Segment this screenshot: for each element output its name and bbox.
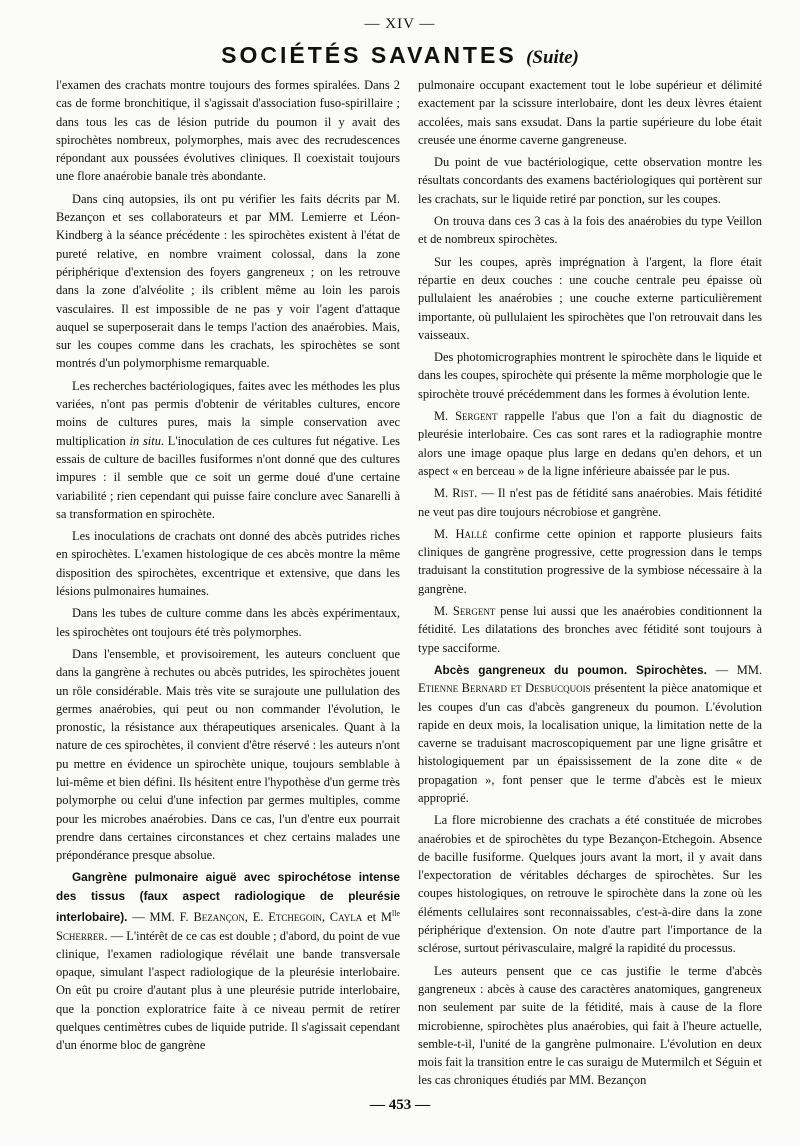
italic-term: in situ	[129, 433, 161, 448]
text-run: et M	[362, 910, 392, 925]
paragraph	[56, 377, 400, 523]
paragraph: Du point de vue bactériologique, cette observation montre les résultats concordants des examens bactériologiques qui portèrent sur les crachats, sur le liquide retiré par ponction, sur les coupes.	[418, 155, 762, 206]
text-run: — MM.	[706, 662, 762, 677]
text-run: Les recherches bactériologiques, faites avec les méthodes les plus variées, n'ont pas permis d'obtenir de véritables cultures, encore moins de cultures pures, mais la simple conservation avec multiplication	[56, 378, 400, 448]
text-run: . — L'intérêt de ce cas est double ; d'abord, du point de vue clinique, l'examen radiologique révélait une bande transversale opaque, simulant l'aspect radiologique de la pleurésie interlobaire. On eût pu croire d'autant plus à une pleurésie putride interlobaire, que la ponction exploratrice faite à ce niveau permit de retirer quelques centimètres cubes de liquide putride. Il s'agissait cependant d'un énorme bloc de gangrène	[56, 928, 400, 1053]
paragraph: l'examen des crachats montre toujours des formes spiralées. Dans 2 cas de forme bronchitique, il s'agissait d'association fuso-spirillaire ; dans tous les cas de lésion putride du poumon il y avait des spirochètes nombreux, polymorphes, mais avec des recrudescences répondant aux poussées évolutives cliniques. Il coexistait toujours une flore anaérobie banale très abondante.	[56, 78, 400, 184]
speaker-name: M. Rist	[434, 486, 475, 501]
paragraph: Sur les coupes, après imprégnation à l'argent, la flore était répartie en deux couches : une couche centrale peu épaisse où pullulaient les anaérobies ; une couche externe particulièrement importante, où pullulaient les spirochètes que l'on retrouvait dans les vaisseaux.	[418, 254, 762, 342]
left-column	[56, 76, 400, 1055]
section-title	[0, 42, 800, 69]
text-run: . — Il n'est pas de fétidité sans anaérobies. Mais fétidité ne veut pas dire toujours nécrobiose et gangrène.	[418, 486, 763, 519]
communication-title: Abcès gangreneux du poumon. Spirochètes.	[434, 662, 707, 677]
paragraph: On trouva dans ces 3 cas à la fois des anaérobies du type Veillon et de nombreux spirochètes.	[418, 214, 762, 247]
text-run: . L'inoculation de ces cultures fut négative. Les essais de culture de bacilles fusiformes n'ont donné que des cultures impures : il semble que ce soit un germe doué d'une certaine variabilité ; rien cependant qui puisse faire conclure avec Sanarelli à sa transformation en spirochète.	[56, 433, 400, 521]
paragraph	[418, 407, 762, 480]
paragraph: Des photomicrographies montrent le spirochète dans le liquide et dans les coupes, spirochète qui présente la même morphologie que le spirochète trouvé précédemment dans les formes à évolution lente.	[418, 350, 762, 401]
paragraph: Dans les tubes de culture comme dans les abcès expérimentaux, les spirochètes ont toujours été très polymorphes.	[56, 606, 400, 639]
paragraph: Dans cinq autopsies, ils ont pu vérifier les faits décrits par M. Bezançon et ses collaborateurs et par MM. Lemierre et Léon-Kindberg à la séance précédente : les spirochètes existent à l'état de pureté relative, en nombre vraiment colossal, dans la zone périphérique d'extension des foyers gangreneux ; on les retrouve dans la zone d'alvéolite ; ils criblent même au loin les parois vasculaires. Il est impossible de ne pas y voir l'agent d'attaque auquel se superposerait dans le temps l'action des anaérobies. Mais, sur les coupes comme dans les crachats, les spirochètes se sont montrés d'un polymorphisme remarquable.	[56, 191, 400, 371]
superscript: lle	[392, 909, 400, 919]
roman-page-number: — XIV —	[364, 16, 436, 32]
text-run: — MM.	[127, 910, 180, 925]
authors: Etienne Bernard et Desbucquois	[418, 681, 591, 696]
paragraph: La flore microbienne des crachats a été constituée de microbes anaérobies et de spirochètes du type Bezançon-Etchegoin. Absence de bacille fusiforme. Quelques jours avant la mort, il y avait dans l'expectoration de véritables décharges de spirochètes. Sur les coupes histologiques, on retrouve le spirochète dans la zone où les éléments cellulaires sont reconnaissables, c'est-à-dire dans la zone périphérique d'extension. On note d'autre part l'importance de la sclérose, surtout périvasculaire, malgré la rapidité du processus.	[418, 813, 762, 956]
authors: F. Bezançon, E. Etchegoin, Cayla	[179, 910, 363, 925]
communication-paragraph	[56, 868, 400, 1054]
text-run: pense lui aussi que les anaérobies conditionnent la fétidité. Les dilatations des bronches avec fétidité sont toujours à type sacciforme.	[418, 604, 762, 655]
text-run: confirme cette opinion et rapporte plusieurs faits cliniques de gangrène progressive, cette progression dans le temps traduisant la constitution progressive de la symbiose nécessaire à la gangrène.	[418, 526, 762, 596]
text-run: rappelle l'abus que l'on a fait du diagnostic de pleurésie interlobaire. Ces cas sont rares et la radiographie montre alors une image opaque plus large en dedans qu'en dehors, et un aspect « en berceau » de la ligne inférieure abaissée par le pus.	[418, 409, 762, 478]
communication-title: Gangrène pulmonaire aiguë avec spirochétose intense des tissus (faux aspect radiologique de pleurésie interlobaire).	[56, 870, 400, 925]
right-column	[418, 76, 762, 1090]
paragraph	[418, 525, 762, 598]
paragraph: Les auteurs pensent que ce cas justifie le terme d'abcès gangreneux : abcès à cause des caractères anatomiques, gangreneux non seulement par suite de la fétidité, mais à cause de la flore microbienne, spirochètes plus anaérobies, qui fait à l'heure actuelle, semble-t-il, l'unité de la gangrène pulmonaire. L'évolution en deux mois fait la transition entre le cas suraigu de Mutermilch et Séguin et les cas chroniques étudiés par MM. Bezançon	[418, 963, 762, 1088]
speaker-name: M. Sergent	[434, 409, 498, 424]
section-title-text: SOCIÉTÉS SAVANTES	[221, 42, 517, 68]
paragraph: Dans l'ensemble, et provisoirement, les auteurs concluent que dans la gangrène à rechutes ou abcès putrides, les spirochètes jouent un rôle considérable. Mais très vite se surajoute une pullulation des germes anaérobies, qui peut ou non commander l'évolution, le pronostic, la résistance aux thérapeutiques arsenicales. Quant à la nature de ces spirochètes, il convient d'être réservé : les auteurs n'ont pu mettre en évidence un spirochète unique, toujours semblable à lui-même et bien défini. Ils hésitent entre l'hypothèse d'un germe très polymorphe ou celui d'une infection par germes multiples, comme pour les microbes anaérobies. Dans ce cas, l'un d'entre eux pourrait prendre dans certaines circonstances et chez certains malades une prépondérance presque absolue.	[56, 646, 400, 863]
page-number: — 453 —	[370, 1097, 430, 1113]
paragraph	[418, 484, 762, 521]
text-run: présentent la pièce anatomique et les coupes d'un cas d'abcès gangreneux du poumon. L'évolution rapide en deux mois, la localisation unique, la limitation nette de la caverne se traduisant macroscopiquement par une ligne grisâtre et histologiquement par un épaississement de la zone dite « de propagation », font penser que le terme d'abcès est le mieux approprié.	[418, 681, 762, 805]
paragraph: Les inoculations de crachats ont donné des abcès putrides riches en spirochètes. L'examen histologique de ces abcès montre la même disposition des spirochètes, excentrique et extensive, que dans les lésions pulmonaires humaines.	[56, 529, 400, 599]
author: Scherrer	[56, 928, 105, 943]
section-title-suite: (Suite)	[526, 47, 579, 68]
paragraph	[418, 602, 762, 657]
communication-paragraph	[418, 661, 762, 807]
paragraph: pulmonaire occupant exactement tout le lobe supérieur et délimité exactement par la scissure interlobaire, dont les deux lèvres étaient accolées, mais sans exsudat. Dans la partie supérieure du lobe était creusée une énorme caverne gangreneuse.	[418, 78, 762, 147]
speaker-name: M. Hallé	[434, 526, 488, 541]
speaker-name: M. Sergent	[434, 604, 496, 619]
